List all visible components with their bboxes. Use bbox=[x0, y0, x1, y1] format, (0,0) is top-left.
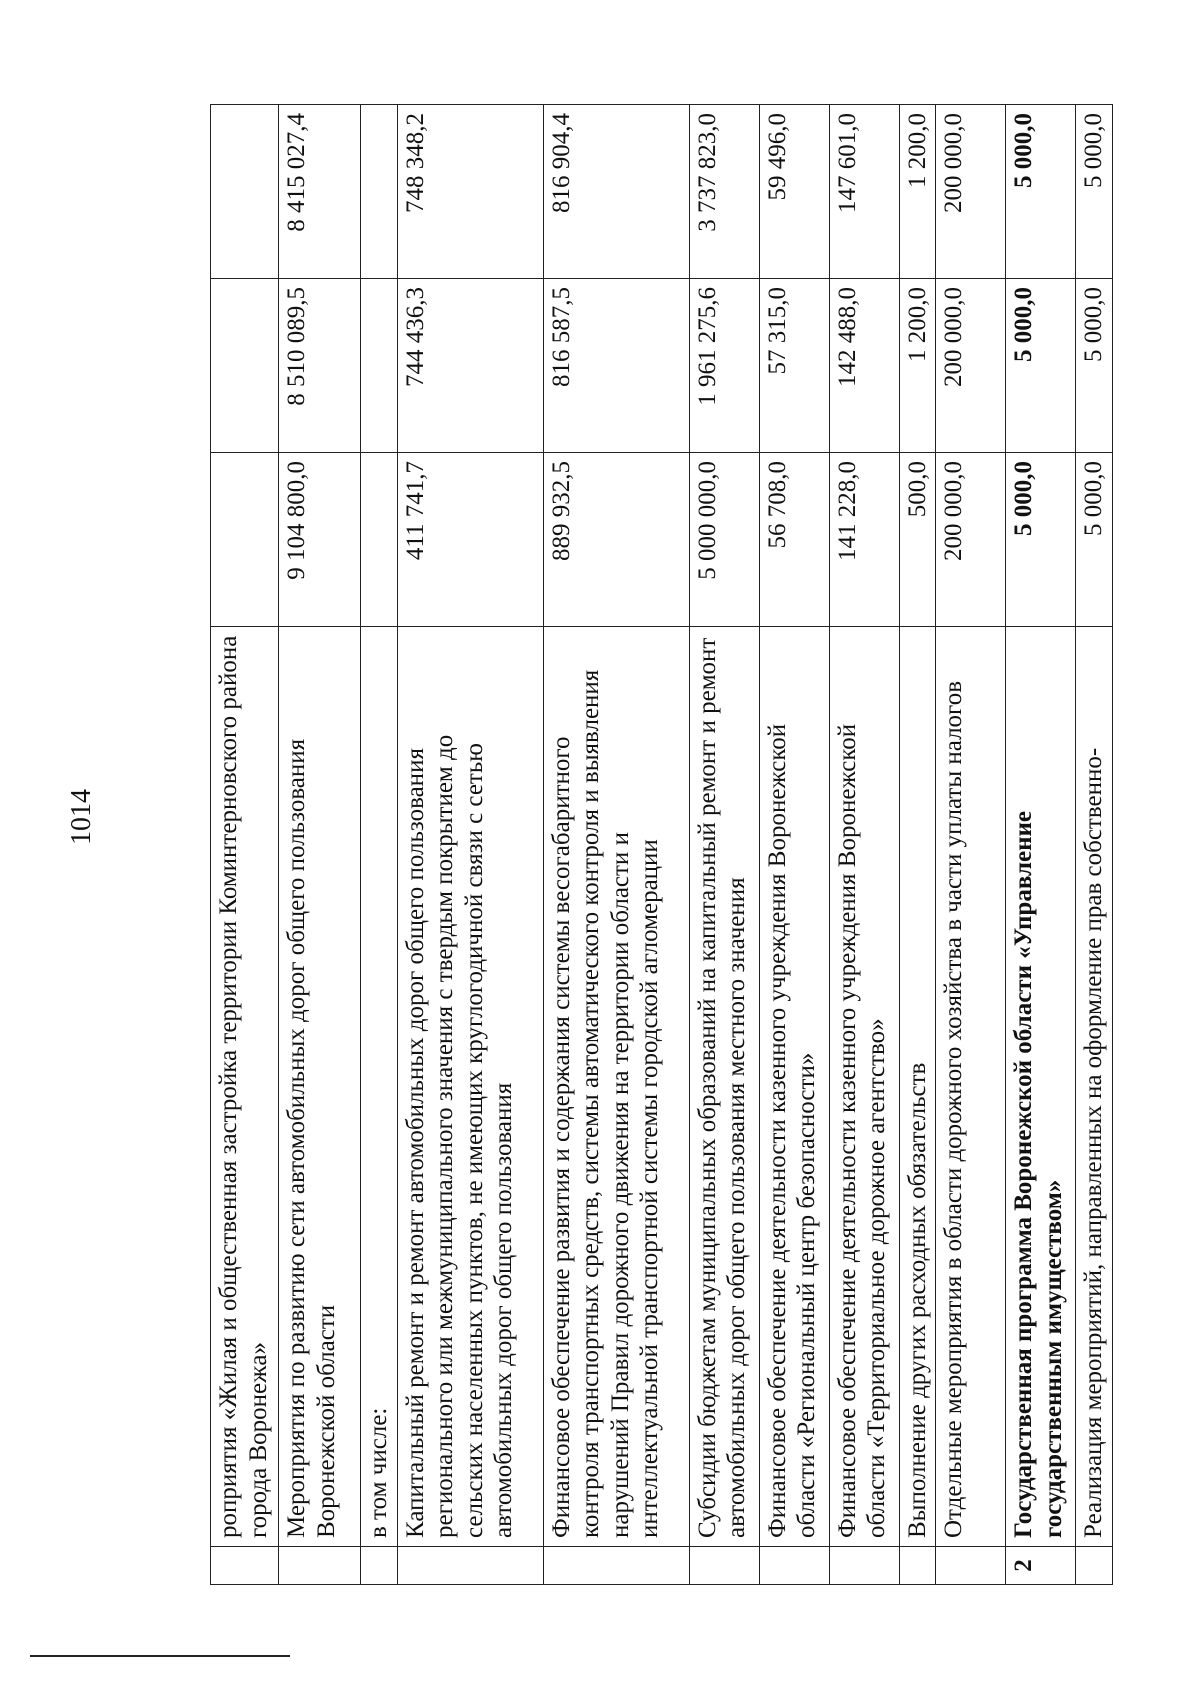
table-container bbox=[210, 105, 1113, 1585]
table-row bbox=[1076, 105, 1113, 1585]
value-col-3: 1 200,0 bbox=[899, 105, 936, 279]
row-name: Отдельные мероприятия в области дорожного хозяйства в части уплаты налогов bbox=[936, 627, 1006, 1547]
budget-table bbox=[210, 104, 1113, 1585]
table-row bbox=[829, 105, 899, 1585]
value-col-1: 5 000,0 bbox=[1076, 453, 1113, 627]
value-col-2: 1 200,0 bbox=[899, 279, 936, 453]
value-col-3: 59 496,0 bbox=[759, 105, 829, 279]
value-col-3: 8 415 027,4 bbox=[279, 105, 361, 279]
table-row bbox=[936, 105, 1006, 1585]
value-col-3: 147 601,0 bbox=[829, 105, 899, 279]
value-col-2: 8 510 089,5 bbox=[279, 279, 361, 453]
table-row bbox=[689, 105, 759, 1585]
value-col-3: 816 904,4 bbox=[543, 105, 689, 279]
value-col-2: 142 488,0 bbox=[829, 279, 899, 453]
row-name: Финансовое обеспечение деятельности казенного учреждения Воронежской области «Региональный центр безопасности» bbox=[759, 627, 829, 1547]
table-row bbox=[543, 105, 689, 1585]
row-name: Финансовое обеспечение развития и содержания системы весогабаритного контроля транспортных средств, системы автоматического контроля и выявления нарушений Правил дорожного движения на территории области и интеллектуальной транспортной системы городской агломерации bbox=[543, 627, 689, 1547]
value-col-2: 1 961 275,6 bbox=[689, 279, 759, 453]
row-index bbox=[279, 1547, 361, 1585]
value-col-1: 5 000 000,0 bbox=[689, 453, 759, 627]
table-row bbox=[361, 105, 398, 1585]
row-name: в том числе: bbox=[361, 627, 398, 1547]
row-index bbox=[1076, 1547, 1113, 1585]
row-index bbox=[543, 1547, 689, 1585]
footer-rule bbox=[30, 1655, 290, 1657]
row-index bbox=[211, 1547, 279, 1585]
table-row bbox=[899, 105, 936, 1585]
value-col-1: 500,0 bbox=[899, 453, 936, 627]
row-name: Государственная программа Воронежской области «Управление государственным имуществом» bbox=[1006, 627, 1076, 1547]
value-col-2: 5 000,0 bbox=[1076, 279, 1113, 453]
value-col-2: 5 000,0 bbox=[1006, 279, 1076, 453]
value-col-2 bbox=[211, 279, 279, 453]
value-col-1: 56 708,0 bbox=[759, 453, 829, 627]
value-col-1: 889 932,5 bbox=[543, 453, 689, 627]
row-index bbox=[759, 1547, 829, 1585]
table-row bbox=[397, 105, 543, 1585]
row-name: Выполнение других расходных обязательств bbox=[899, 627, 936, 1547]
table-row bbox=[211, 105, 279, 1585]
row-name: Финансовое обеспечение деятельности казенного учреждения Воронежской области «Территориальное дорожное агентство» bbox=[829, 627, 899, 1547]
page-number: 1014 bbox=[66, 789, 97, 845]
row-index bbox=[397, 1547, 543, 1585]
value-col-3: 5 000,0 bbox=[1006, 105, 1076, 279]
row-index bbox=[829, 1547, 899, 1585]
value-col-3: 5 000,0 bbox=[1076, 105, 1113, 279]
row-index bbox=[689, 1547, 759, 1585]
value-col-1 bbox=[211, 453, 279, 627]
value-col-3: 748 348,2 bbox=[397, 105, 543, 279]
row-index bbox=[899, 1547, 936, 1585]
value-col-1: 200 000,0 bbox=[936, 453, 1006, 627]
table-row bbox=[759, 105, 829, 1585]
value-col-3: 3 737 823,0 bbox=[689, 105, 759, 279]
value-col-2: 744 436,3 bbox=[397, 279, 543, 453]
row-index bbox=[361, 1547, 398, 1585]
row-name: Субсидии бюджетам муниципальных образований на капитальный ремонт и ремонт автомобильных дорог общего пользования местного значения bbox=[689, 627, 759, 1547]
value-col-1 bbox=[361, 453, 398, 627]
row-name: Капитальный ремонт и ремонт автомобильных дорог общего пользования регионального или межмуниципального значения с твердым покрытием до сельских населенных пунктов, не имеющих круглогодичной связи с сетью автомобильных дорог общего пользования bbox=[397, 627, 543, 1547]
value-col-3: 200 000,0 bbox=[936, 105, 1006, 279]
value-col-2 bbox=[361, 279, 398, 453]
value-col-1: 5 000,0 bbox=[1006, 453, 1076, 627]
table-row bbox=[1006, 105, 1076, 1585]
value-col-2: 57 315,0 bbox=[759, 279, 829, 453]
value-col-1: 411 741,7 bbox=[397, 453, 543, 627]
row-name: роприятия «Жилая и общественная застройка территории Коминтерновского района города Воронежа» bbox=[211, 627, 279, 1547]
value-col-3 bbox=[361, 105, 398, 279]
row-name: Реализация мероприятий, направленных на оформление прав собственно- bbox=[1076, 627, 1113, 1547]
value-col-3 bbox=[211, 105, 279, 279]
value-col-1: 141 228,0 bbox=[829, 453, 899, 627]
row-index bbox=[936, 1547, 1006, 1585]
value-col-2: 816 587,5 bbox=[543, 279, 689, 453]
row-index: 2 bbox=[1006, 1547, 1076, 1585]
table-body bbox=[211, 105, 1113, 1585]
value-col-1: 9 104 800,0 bbox=[279, 453, 361, 627]
table-row bbox=[279, 105, 361, 1585]
value-col-2: 200 000,0 bbox=[936, 279, 1006, 453]
row-name: Мероприятия по развитию сети автомобильных дорог общего пользования Воронежской области bbox=[279, 627, 361, 1547]
